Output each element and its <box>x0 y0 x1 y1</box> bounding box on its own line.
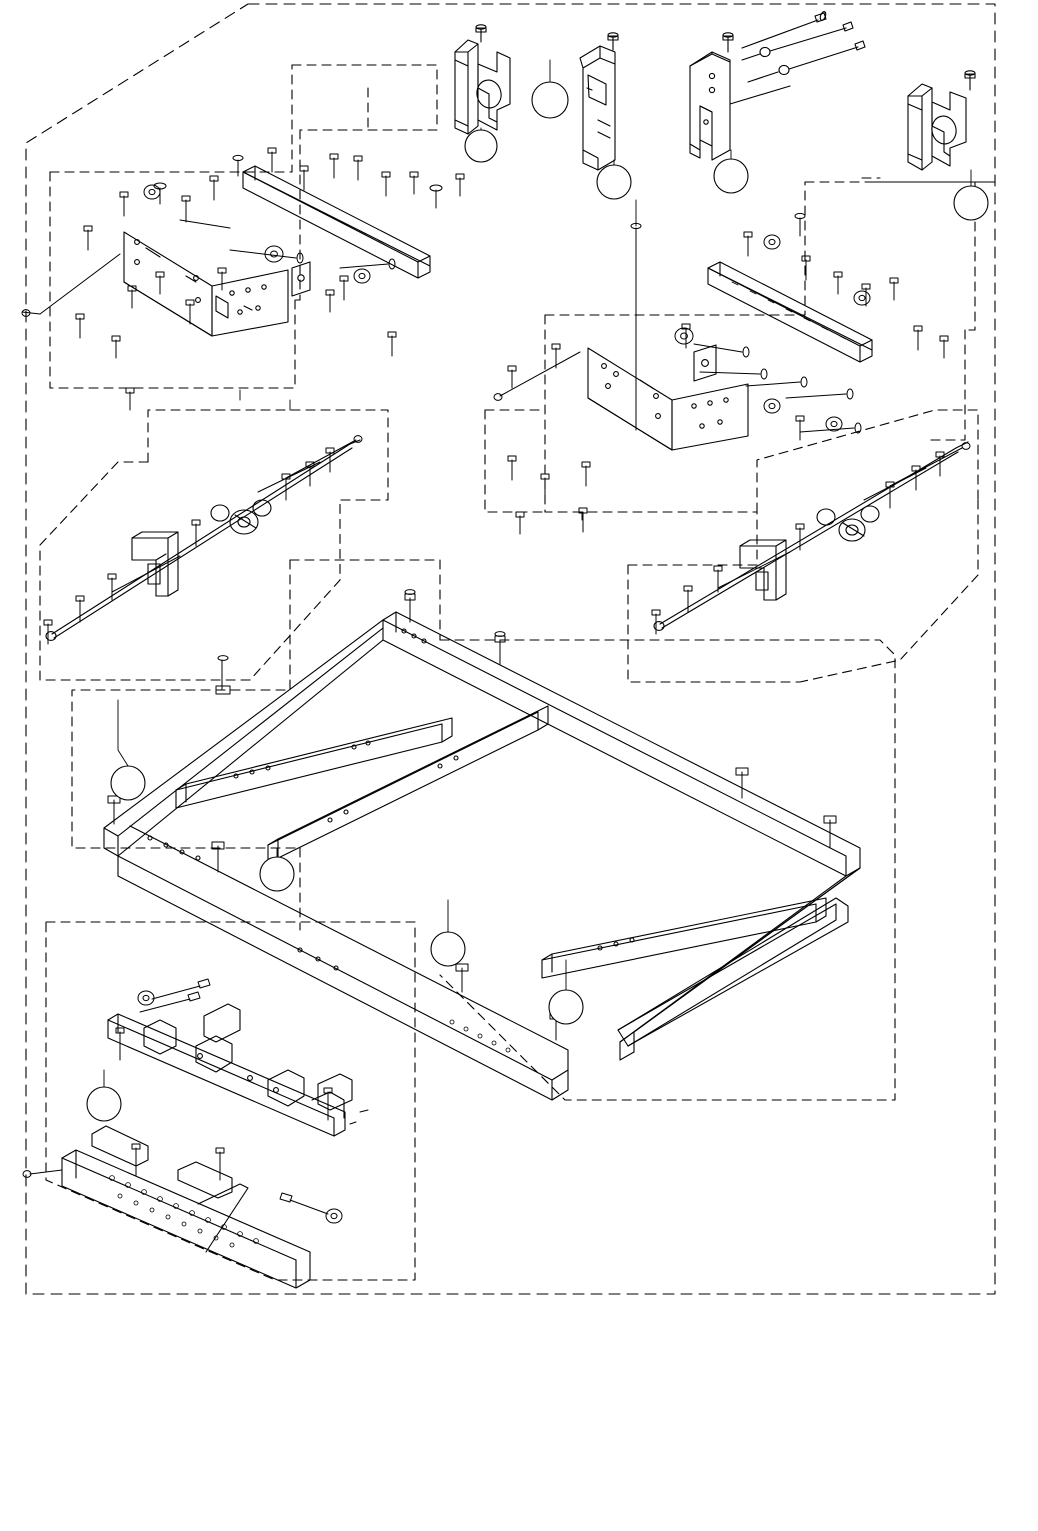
callout-bubble-5[interactable] <box>954 186 988 220</box>
callout-bubble-6[interactable] <box>111 766 145 800</box>
callout-bubble-4[interactable] <box>714 159 748 193</box>
callout-bubble-7[interactable] <box>260 857 294 891</box>
callout-bubble-1[interactable] <box>532 82 568 118</box>
callout-bubble-2[interactable] <box>465 130 497 162</box>
callout-bubble-10[interactable] <box>87 1087 121 1121</box>
callout-bubble-9[interactable] <box>549 990 583 1024</box>
callout-bubble-8[interactable] <box>431 932 465 966</box>
callout-bubble-3[interactable] <box>597 165 631 199</box>
